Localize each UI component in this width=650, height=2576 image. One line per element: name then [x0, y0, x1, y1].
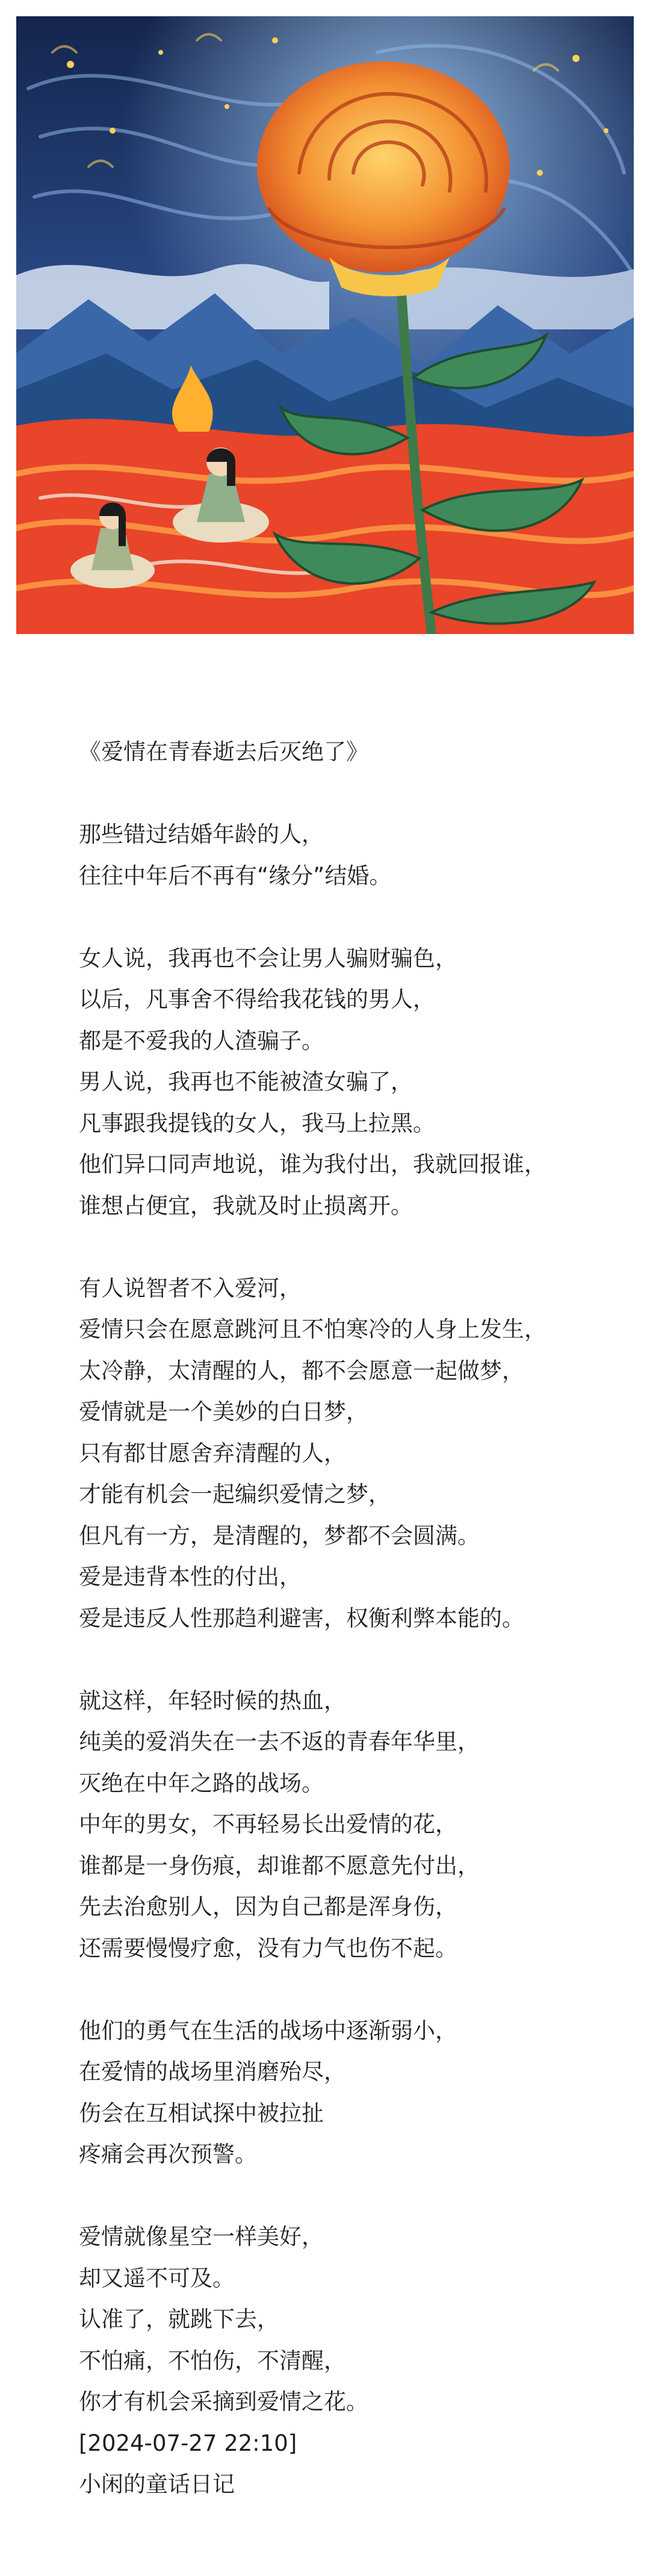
text-line: 以后，凡事舍不得给我花钱的男人，	[79, 986, 435, 1012]
paragraph	[79, 2217, 621, 2423]
text-line: 爱是违反人性那趋利避害，权衡利弊本能的。	[79, 1605, 524, 1631]
text-line: 那些错过结婚年龄的人，	[79, 821, 324, 847]
article-title: 《爱情在青春逝去后灭绝了》	[79, 739, 368, 765]
text-line: 往往中年后不再有“缘分”结婚。	[79, 862, 392, 889]
paragraph	[79, 2011, 621, 2176]
text-line: 谁想占便宜，我就及时止损离开。	[79, 1192, 413, 1219]
text-line: 疼痛会再次预警。	[79, 2141, 257, 2167]
text-line: 中年的男女，不再轻易长出爱情的花，	[79, 1811, 457, 1837]
text-line: 凡事跟我提钱的女人，我马上拉黑。	[79, 1110, 435, 1136]
text-line: 爱情只会在愿意跳河且不怕寒冷的人身上发生，	[79, 1316, 546, 1342]
text-line: 认准了，就跳下去，	[79, 2306, 279, 2332]
text-line: 还需要慢慢疗愈，没有力气也伤不起。	[79, 1935, 457, 1961]
text-line: 他们的勇气在生活的战场中逐渐弱小，	[79, 2017, 457, 2044]
text-line: 都是不爱我的人渣骗子。	[79, 1027, 324, 1054]
text-line: 伤会在互相试探中被拉扯	[79, 2100, 324, 2126]
text-line: 灭绝在中年之路的战场。	[79, 1770, 324, 1796]
text-line: 先去治愈别人，因为自己都是浑身伤，	[79, 1894, 457, 1920]
text-line: 他们异口同声地说，谁为我付出，我就回报谁，	[79, 1151, 546, 1177]
text-line: 女人说，我再也不会让男人骗财骗色，	[79, 945, 457, 971]
text-line: 才能有机会一起编织爱情之梦，	[79, 1481, 391, 1507]
timestamp: [2024-07-27 22:10]	[79, 2430, 297, 2456]
rose-painting-icon	[16, 16, 634, 634]
text-line: 就这样，年轻时候的热血，	[79, 1687, 346, 1714]
paragraph	[79, 814, 621, 897]
text-line: 太冷静，太清醒的人，都不会愿意一起做梦，	[79, 1357, 524, 1384]
text-line: 在爱情的战场里消磨殆尽，	[79, 2059, 346, 2085]
text-line: 男人说，我再也不能被渣女骗了，	[79, 1069, 413, 1095]
text-line: 却又遥不可及。	[79, 2265, 235, 2291]
text-line: 只有都甘愿舍弃清醒的人，	[79, 1440, 346, 1466]
text-line: 谁都是一身伤痕，却谁都不愿意先付出，	[79, 1852, 480, 1879]
paragraph	[79, 938, 621, 1227]
text-line: 但凡有一方，是清醒的，梦都不会圆满。	[79, 1522, 480, 1549]
signature: 小闲的童话日记	[79, 2471, 235, 2497]
paragraph	[79, 1268, 621, 1640]
text-line: 有人说智者不入爱河，	[79, 1275, 302, 1301]
hero-illustration	[16, 16, 634, 634]
text-line: 爱情就像星空一样美好，	[79, 2224, 324, 2250]
text-line: 纯美的爱消失在一去不返的青春年华里，	[79, 1729, 480, 1755]
text-line: 爱情就是一个美妙的白日梦，	[79, 1399, 368, 1425]
text-line: 不怕痛，不怕伤，不清醒，	[79, 2347, 346, 2374]
text-line: 你才有机会采摘到爱情之花。	[79, 2389, 368, 2415]
text-line: 爱是违背本性的付出，	[79, 1564, 302, 1590]
paragraph	[79, 1681, 621, 1970]
article	[79, 732, 621, 2506]
